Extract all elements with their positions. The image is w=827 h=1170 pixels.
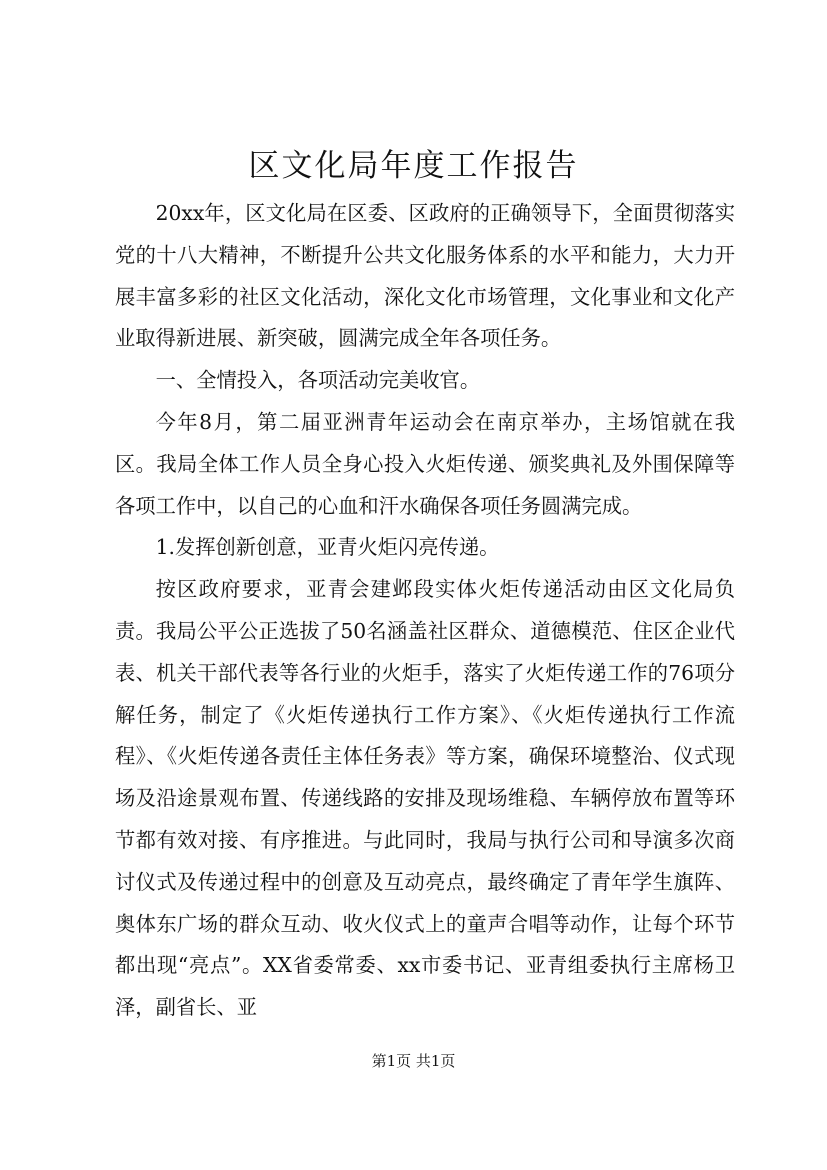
subsection-heading-1: 1.发挥创新创意，亚青火炬闪亮传递。: [155, 535, 500, 560]
page-number-footer: 第1页 共1页: [371, 1052, 456, 1070]
paragraph-intro: 20xx年，区文化局在区委、区政府的正确领导下，全面贯彻落实党的十八大精神，不断提升公共文化服务体系的水平和能力，大力开展丰富多彩的社区文化活动，深化文化市场管理，文化事业和文化产业取得新进展、新突破，圆满完成全年各项任务。: [115, 201, 735, 351]
document-title: 区文化局年度工作报告: [248, 148, 579, 184]
document-body: [115, 193, 735, 1029]
paragraph-asian-youth-games: 今年8月，第二届亚洲青年运动会在南京举办，主场馆就在我区。我局全体工作人员全身心投入火炬传递、颁奖典礼及外围保障等各项工作中，以自己的心血和汗水确保各项任务圆满完成。: [115, 409, 735, 518]
section-heading-1: 一、全情投入，各项活动完美收官。: [155, 368, 481, 393]
paragraph-torch-relay: 按区政府要求，亚青会建邺段实体火炬传递活动由区文化局负责。我局公平公正选拔了50名涵盖社区群众、道德模范、住区企业代表、机关干部代表等各行业的火炬手，落实了火炬传递工作的76项分解任务，制定了《火炬传递执行工作方案》、《火炬传递执行工作流程》、《火炬传递各责任主体任务表》等方案，确保环境整治、仪式现场及沿途景观布置、传递线路的安排及现场维稳、车辆停放布置等环节都有效对接、有序推进。与此同时，我局与执行公司和导演多次商讨仪式及传递过程中的创意及互动亮点，最终确定了青年学生旗阵、奥体东广场的群众互动、收火仪式上的童声合唱等动作，让每个环节都出现“亮点”。XX省委常委、xx市委书记、亚青组委执行主席杨卫泽，副省长、亚: [115, 577, 735, 1020]
